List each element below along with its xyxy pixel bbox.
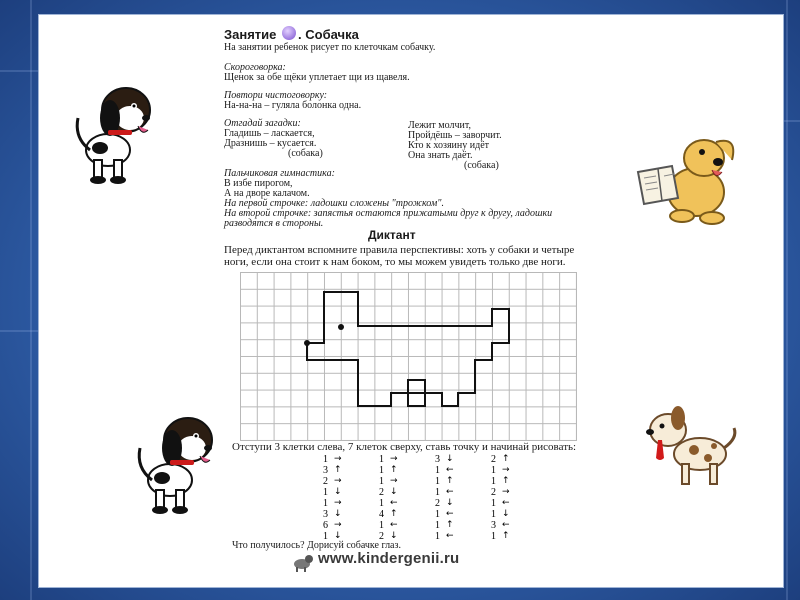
title-prefix: Занятие <box>224 27 277 42</box>
step-count: 1 <box>435 487 440 498</box>
step-arrow: ↓ <box>334 487 342 497</box>
step-arrow: → <box>334 498 342 508</box>
step-count: 3 <box>435 454 440 465</box>
step-count: 1 <box>491 509 496 520</box>
dictation-intro: ноги, если она стоит к нам боком, то мы можем увидеть только две ноги. <box>224 256 566 268</box>
step-arrow: ← <box>446 509 454 519</box>
bg-line <box>786 0 788 600</box>
step-count: 2 <box>379 531 384 542</box>
step-arrow: → <box>334 476 342 486</box>
finger-instruction: разводятся в стороны. <box>224 218 324 229</box>
bg-line <box>0 330 38 332</box>
step-count: 6 <box>323 520 328 531</box>
step-arrow: ↓ <box>390 531 398 541</box>
step-arrow: ↑ <box>390 509 398 519</box>
step-count: 1 <box>435 476 440 487</box>
step-count: 1 <box>379 476 384 487</box>
dictation-step <box>426 531 466 542</box>
step-arrow: ← <box>446 531 454 541</box>
step-arrow: ↓ <box>446 498 454 508</box>
step-arrow: → <box>502 465 510 475</box>
dictation-step <box>370 454 410 465</box>
dictation-step <box>482 476 522 487</box>
dictation-step <box>426 498 466 509</box>
riddles-heading: Отгадай загадки: <box>224 118 301 129</box>
closing-text: Что получилось? Дорисуй собачке глаз. <box>232 540 401 551</box>
title-suffix: . Собачка <box>298 27 359 42</box>
start-dot <box>304 340 310 346</box>
dictation-step <box>370 498 410 509</box>
dictation-title: Диктант <box>368 228 416 242</box>
step-arrow: ↑ <box>502 476 510 486</box>
step-arrow: ↓ <box>446 454 454 464</box>
dictation-step <box>482 520 522 531</box>
step-arrow: → <box>334 454 342 464</box>
step-count: 1 <box>323 454 328 465</box>
riddle2-line: Пройдёшь – заворчит. <box>408 130 502 141</box>
step-count: 1 <box>323 531 328 542</box>
step-count: 1 <box>435 509 440 520</box>
dictation-step <box>426 465 466 476</box>
step-arrow: ← <box>446 487 454 497</box>
step-arrow: ↓ <box>334 531 342 541</box>
finger-heading: Пальчиковая гимнастика: <box>224 168 335 179</box>
finger-line: В избе пирогом, <box>224 178 293 189</box>
step-arrow: ← <box>390 520 398 530</box>
dog-outline <box>240 272 576 440</box>
step-arrow: ← <box>502 520 510 530</box>
dictation-step <box>482 465 522 476</box>
dictation-column-4 <box>482 454 522 542</box>
step-count: 1 <box>491 476 496 487</box>
step-arrow: ↓ <box>334 509 342 519</box>
dictation-step <box>314 454 354 465</box>
step-count: 2 <box>323 476 328 487</box>
beagle-dog-icon <box>68 78 160 188</box>
dictation-step <box>426 487 466 498</box>
step-arrow: ← <box>390 498 398 508</box>
riddle1-line: Гладишь – ласкается, <box>224 128 315 139</box>
step-count: 1 <box>379 520 384 531</box>
dictation-step <box>482 531 522 542</box>
dictation-step <box>314 487 354 498</box>
dictation-step <box>426 454 466 465</box>
page-title <box>224 26 359 42</box>
step-arrow: ↑ <box>446 476 454 486</box>
step-count: 1 <box>323 498 328 509</box>
dictation-step <box>314 509 354 520</box>
spotted-dog-icon <box>642 402 742 492</box>
dictation-step <box>314 476 354 487</box>
dictation-step <box>482 487 522 498</box>
step-arrow: ↑ <box>390 465 398 475</box>
riddle2-line: Лежит молчит, <box>408 120 471 131</box>
finger-instruction: На первой строчке: ладошки сложены "трожком". <box>224 198 444 209</box>
step-arrow: → <box>390 476 398 486</box>
step-arrow: ↑ <box>502 531 510 541</box>
step-count: 2 <box>379 487 384 498</box>
dictation-step <box>314 465 354 476</box>
step-count: 4 <box>379 509 384 520</box>
finger-instruction: На второй строчке: запястья остаются прижатыми друг к другу, ладошки <box>224 208 553 219</box>
rhyme-heading: Повтори чистоговорку: <box>224 90 328 101</box>
step-count: 1 <box>491 531 496 542</box>
step-count: 1 <box>379 465 384 476</box>
dictation-step <box>426 509 466 520</box>
step-arrow: → <box>502 487 510 497</box>
rhyme-text: На-на-на – гуляла болонка одна. <box>224 100 362 111</box>
dictation-step <box>482 454 522 465</box>
step-count: 2 <box>435 498 440 509</box>
step-count: 1 <box>435 465 440 476</box>
dictation-instruction: Отступи 3 клетки слева, 7 клеток сверху, ставь точку и начинай рисовать: <box>232 441 577 453</box>
site-logo: www.kindergenii.ru <box>318 550 460 567</box>
step-arrow: ↑ <box>334 465 342 475</box>
step-count: 1 <box>491 465 496 476</box>
step-arrow: → <box>390 454 398 464</box>
step-count: 1 <box>379 454 384 465</box>
dictation-step <box>426 476 466 487</box>
dictation-step <box>426 520 466 531</box>
dictation-step <box>314 498 354 509</box>
dictation-step <box>482 509 522 520</box>
step-count: 1 <box>379 498 384 509</box>
step-arrow: → <box>334 520 342 530</box>
step-count: 3 <box>323 465 328 476</box>
step-count: 2 <box>491 454 496 465</box>
riddle1-answer: (собака) <box>288 148 323 159</box>
dog-eye <box>338 324 344 330</box>
dictation-column-3 <box>426 454 466 542</box>
step-arrow: ← <box>446 465 454 475</box>
dictation-step <box>370 487 410 498</box>
dictation-step <box>370 476 410 487</box>
dictation-column-1 <box>314 454 354 542</box>
tongue-twister: Щенок за обе щёки уплетает щи из щавеля. <box>224 72 410 83</box>
dictation-step <box>482 498 522 509</box>
dictation-step <box>370 509 410 520</box>
riddle2-answer: (собака) <box>464 160 499 171</box>
small-dog-logo-icon <box>290 552 314 572</box>
step-arrow: ↑ <box>502 454 510 464</box>
tongue-twister-heading: Скороговорка: <box>224 62 286 73</box>
step-arrow: ↓ <box>390 487 398 497</box>
dictation-intro: Перед диктантом вспомните правила перспективы: хоть у собаки и четыре <box>224 244 575 256</box>
dictation-step <box>314 520 354 531</box>
step-arrow: ↓ <box>502 509 510 519</box>
bead-icon <box>282 26 296 40</box>
step-count: 3 <box>323 509 328 520</box>
intro-text: На занятии ребенок рисует по клеточкам собачку. <box>224 42 436 53</box>
dictation-column-2 <box>370 454 410 542</box>
dictation-step <box>370 520 410 531</box>
beagle-dog-icon <box>130 408 222 518</box>
bg-line <box>782 120 800 122</box>
step-count: 1 <box>491 498 496 509</box>
step-count: 1 <box>323 487 328 498</box>
riddle2-line: Она знать даёт. <box>408 150 473 161</box>
step-count: 1 <box>435 520 440 531</box>
riddle1-line: Дразнишь – кусается. <box>224 138 317 149</box>
step-arrow: ← <box>502 498 510 508</box>
dictation-step <box>370 465 410 476</box>
step-count: 1 <box>435 531 440 542</box>
finger-line: А на дворе калачом. <box>224 188 310 199</box>
reading-dog-icon <box>632 126 744 228</box>
bg-line <box>0 70 38 72</box>
bg-line <box>30 0 32 600</box>
riddle2-line: Кто к хозяину идёт <box>408 140 490 151</box>
step-count: 2 <box>491 487 496 498</box>
step-count: 3 <box>491 520 496 531</box>
step-arrow: ↑ <box>446 520 454 530</box>
